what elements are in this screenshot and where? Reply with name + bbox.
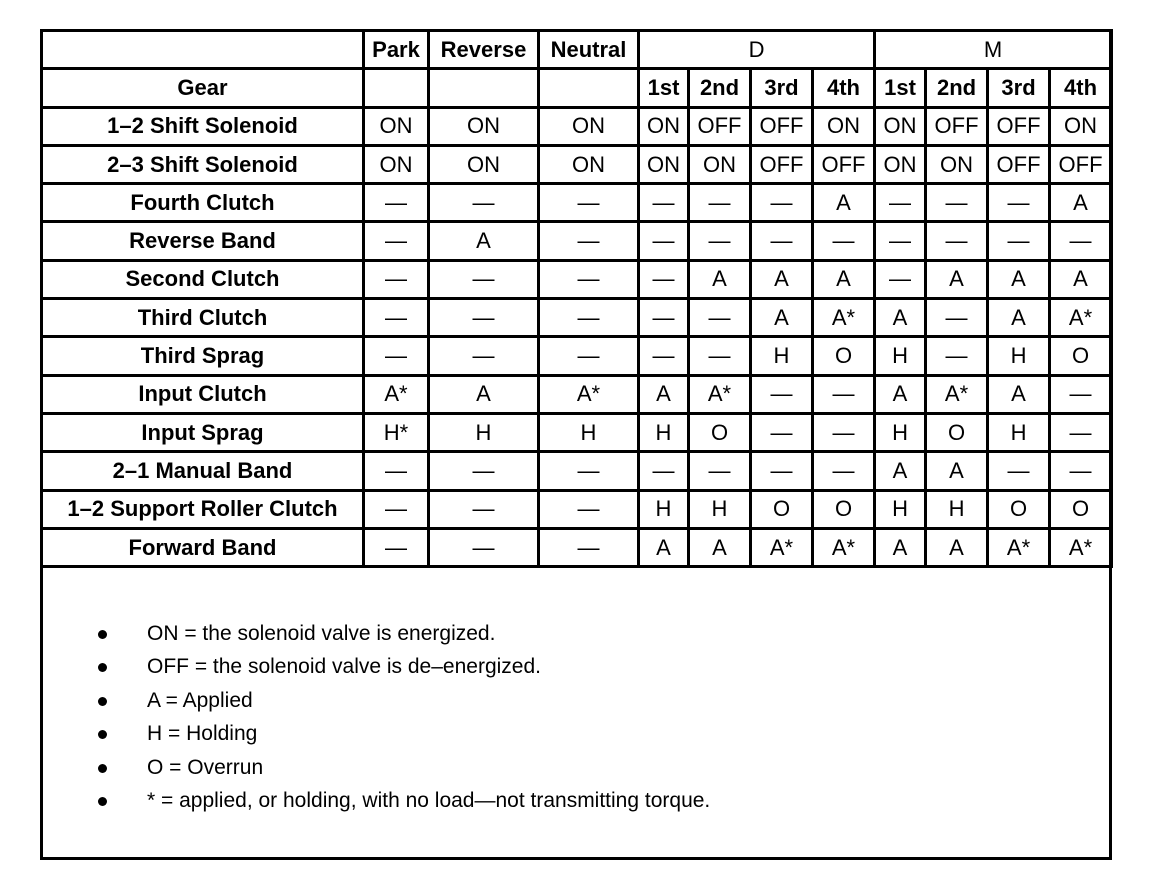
table-cell: ON	[1050, 107, 1112, 145]
table-cell: A*	[813, 299, 875, 337]
header-gear: 1st	[875, 69, 926, 107]
table-cell: A	[875, 299, 926, 337]
table-cell: O	[1050, 490, 1112, 528]
table-cell: A*	[813, 528, 875, 566]
header-blank	[42, 31, 364, 69]
header-gear: 4th	[1050, 69, 1112, 107]
legend-text: ON = the solenoid valve is energized.	[147, 622, 496, 645]
table-cell: ON	[539, 145, 639, 183]
table-cell: O	[1050, 337, 1112, 375]
table-cell: H*	[364, 413, 429, 451]
table-cell: —	[429, 490, 539, 528]
table-cell: ON	[364, 145, 429, 183]
table-cell: O	[813, 490, 875, 528]
table-cell: H	[639, 490, 689, 528]
table-cell: H	[926, 490, 988, 528]
table-cell: —	[539, 490, 639, 528]
table-cell: A	[988, 260, 1050, 298]
table-cell: ON	[813, 107, 875, 145]
table-cell: A	[751, 260, 813, 298]
table-cell: —	[988, 184, 1050, 222]
table-cell: —	[639, 337, 689, 375]
table-cell: —	[875, 260, 926, 298]
table-cell: A	[988, 299, 1050, 337]
application-table	[40, 29, 1113, 568]
table-cell: —	[364, 337, 429, 375]
table-body	[42, 107, 1112, 567]
table-cell: —	[751, 413, 813, 451]
header-gear: 1st	[639, 69, 689, 107]
table-cell: A	[813, 184, 875, 222]
table-row	[42, 222, 1112, 260]
row-label: Input Sprag	[42, 413, 364, 451]
table-cell: A*	[926, 375, 988, 413]
table-cell: —	[639, 452, 689, 490]
table-cell: —	[364, 452, 429, 490]
solenoid-clutch-chart	[40, 29, 1112, 860]
header-gear: 2nd	[689, 69, 751, 107]
table-cell: A	[639, 528, 689, 566]
table-cell: A	[751, 299, 813, 337]
legend-text: OFF = the solenoid valve is de–energized.	[147, 655, 541, 679]
table-cell: OFF	[751, 145, 813, 183]
table-row	[42, 299, 1112, 337]
table-row	[42, 375, 1112, 413]
legend-item	[43, 684, 1109, 717]
header-gear: 4th	[813, 69, 875, 107]
table-cell: ON	[429, 107, 539, 145]
table-cell: A	[926, 528, 988, 566]
table-cell: —	[429, 260, 539, 298]
table-cell: ON	[429, 145, 539, 183]
header-row-range	[42, 31, 1112, 69]
table-cell: —	[539, 222, 639, 260]
table-cell: A	[429, 375, 539, 413]
table-cell: —	[539, 528, 639, 566]
table-cell: —	[429, 299, 539, 337]
table-cell: —	[639, 222, 689, 260]
header-empty	[364, 69, 429, 107]
header-empty	[429, 69, 539, 107]
legend-item	[43, 717, 1109, 750]
table-cell: —	[875, 222, 926, 260]
row-label: Reverse Band	[42, 222, 364, 260]
bullet-icon	[98, 697, 107, 706]
table-cell: O	[751, 490, 813, 528]
table-row	[42, 490, 1112, 528]
header-reverse: Reverse	[429, 31, 539, 69]
table-cell: A*	[751, 528, 813, 566]
table-cell: —	[875, 184, 926, 222]
table-cell: A*	[1050, 528, 1112, 566]
header-gear: 3rd	[751, 69, 813, 107]
table-cell: —	[429, 184, 539, 222]
table-row	[42, 452, 1112, 490]
table-row	[42, 260, 1112, 298]
legend-text: O = Overrun	[147, 755, 264, 779]
table-cell: —	[364, 490, 429, 528]
table-cell: A	[689, 528, 751, 566]
header-gear-label: Gear	[42, 69, 364, 107]
table-cell: OFF	[926, 107, 988, 145]
row-label: Third Clutch	[42, 299, 364, 337]
table-cell: —	[364, 222, 429, 260]
row-label: Input Clutch	[42, 375, 364, 413]
table-cell: —	[988, 222, 1050, 260]
table-cell: O	[813, 337, 875, 375]
table-cell: —	[364, 299, 429, 337]
table-cell: A	[1050, 184, 1112, 222]
table-cell: A	[926, 452, 988, 490]
table-cell: O	[926, 413, 988, 451]
table-cell: —	[689, 184, 751, 222]
table-cell: ON	[875, 107, 926, 145]
table-cell: OFF	[689, 107, 751, 145]
table-cell: H	[539, 413, 639, 451]
row-label: Second Clutch	[42, 260, 364, 298]
table-cell: ON	[639, 107, 689, 145]
table-cell: H	[875, 490, 926, 528]
table-cell: A*	[988, 528, 1050, 566]
row-label: 1–2 Shift Solenoid	[42, 107, 364, 145]
table-cell: A*	[364, 375, 429, 413]
table-cell: —	[364, 528, 429, 566]
bullet-icon	[98, 663, 107, 672]
table-cell: —	[926, 299, 988, 337]
legend-item	[43, 617, 1109, 650]
bullet-icon	[98, 797, 107, 806]
table-cell: —	[689, 222, 751, 260]
table-cell: OFF	[813, 145, 875, 183]
table-cell: A	[926, 260, 988, 298]
table-cell: H	[875, 337, 926, 375]
table-cell: —	[926, 184, 988, 222]
table-cell: —	[1050, 413, 1112, 451]
table-cell: —	[813, 222, 875, 260]
table-cell: —	[813, 452, 875, 490]
table-cell: —	[813, 413, 875, 451]
table-cell: H	[689, 490, 751, 528]
header-neutral: Neutral	[539, 31, 639, 69]
table-cell: —	[639, 260, 689, 298]
row-label: Forward Band	[42, 528, 364, 566]
table-cell: —	[689, 299, 751, 337]
table-cell: —	[751, 184, 813, 222]
table-cell: —	[364, 184, 429, 222]
table-cell: ON	[689, 145, 751, 183]
table-cell: A	[875, 452, 926, 490]
table-cell: A	[875, 375, 926, 413]
table-cell: —	[689, 452, 751, 490]
table-cell: —	[751, 375, 813, 413]
table-cell: A	[875, 528, 926, 566]
table-row	[42, 145, 1112, 183]
table-cell: A	[988, 375, 1050, 413]
table-cell: —	[639, 299, 689, 337]
table-cell: —	[813, 375, 875, 413]
header-park: Park	[364, 31, 429, 69]
table-cell: —	[429, 528, 539, 566]
table-cell: OFF	[988, 107, 1050, 145]
table-cell: H	[639, 413, 689, 451]
table-cell: H	[988, 337, 1050, 375]
table-cell: —	[926, 337, 988, 375]
table-cell: —	[988, 452, 1050, 490]
bullet-icon	[98, 630, 107, 639]
legend-text: A = Applied	[147, 688, 253, 712]
row-label: Third Sprag	[42, 337, 364, 375]
legend-item	[43, 650, 1109, 683]
table-cell: —	[539, 260, 639, 298]
table-cell: ON	[926, 145, 988, 183]
legend-text: H = Holding	[147, 722, 258, 746]
table-cell: OFF	[751, 107, 813, 145]
table-cell: A	[813, 260, 875, 298]
table-cell: —	[539, 337, 639, 375]
table-row	[42, 107, 1112, 145]
table-cell: OFF	[988, 145, 1050, 183]
bullet-icon	[98, 764, 107, 773]
header-empty	[539, 69, 639, 107]
table-row	[42, 528, 1112, 566]
header-manual: M	[875, 31, 1112, 69]
table-cell: —	[689, 337, 751, 375]
legend	[43, 617, 1109, 817]
table-cell: H	[429, 413, 539, 451]
table-cell: A*	[1050, 299, 1112, 337]
header-drive: D	[639, 31, 875, 69]
row-label: Fourth Clutch	[42, 184, 364, 222]
table-cell: A*	[689, 375, 751, 413]
table-cell: A	[1050, 260, 1112, 298]
table-cell: —	[751, 222, 813, 260]
table-cell: ON	[639, 145, 689, 183]
header-gear: 3rd	[988, 69, 1050, 107]
table-cell: —	[1050, 375, 1112, 413]
table-cell: A	[639, 375, 689, 413]
table-cell: O	[988, 490, 1050, 528]
table-row	[42, 413, 1112, 451]
table-cell: —	[926, 222, 988, 260]
table-cell: OFF	[1050, 145, 1112, 183]
row-label: 2–3 Shift Solenoid	[42, 145, 364, 183]
bullet-icon	[98, 730, 107, 739]
table-cell: —	[1050, 222, 1112, 260]
table-cell: H	[988, 413, 1050, 451]
legend-item	[43, 784, 1109, 817]
row-label: 2–1 Manual Band	[42, 452, 364, 490]
table-cell: ON	[539, 107, 639, 145]
legend-text: * = applied, or holding, with no load—not transmitting torque.	[147, 788, 711, 812]
table-row	[42, 337, 1112, 375]
table-cell: O	[689, 413, 751, 451]
table-cell: —	[1050, 452, 1112, 490]
legend-item	[43, 751, 1109, 784]
row-label: 1–2 Support Roller Clutch	[42, 490, 364, 528]
table-cell: H	[751, 337, 813, 375]
table-cell: H	[875, 413, 926, 451]
table-cell: —	[429, 452, 539, 490]
table-cell: A	[429, 222, 539, 260]
table-row	[42, 184, 1112, 222]
header-row-gear	[42, 69, 1112, 107]
table-cell: —	[364, 260, 429, 298]
table-cell: ON	[875, 145, 926, 183]
table-cell: —	[539, 452, 639, 490]
table-cell: —	[639, 184, 689, 222]
table-cell: —	[429, 337, 539, 375]
table-cell: A	[689, 260, 751, 298]
table-cell: ON	[364, 107, 429, 145]
table-cell: —	[751, 452, 813, 490]
table-cell: A*	[539, 375, 639, 413]
table-cell: —	[539, 184, 639, 222]
header-gear: 2nd	[926, 69, 988, 107]
table-cell: —	[539, 299, 639, 337]
